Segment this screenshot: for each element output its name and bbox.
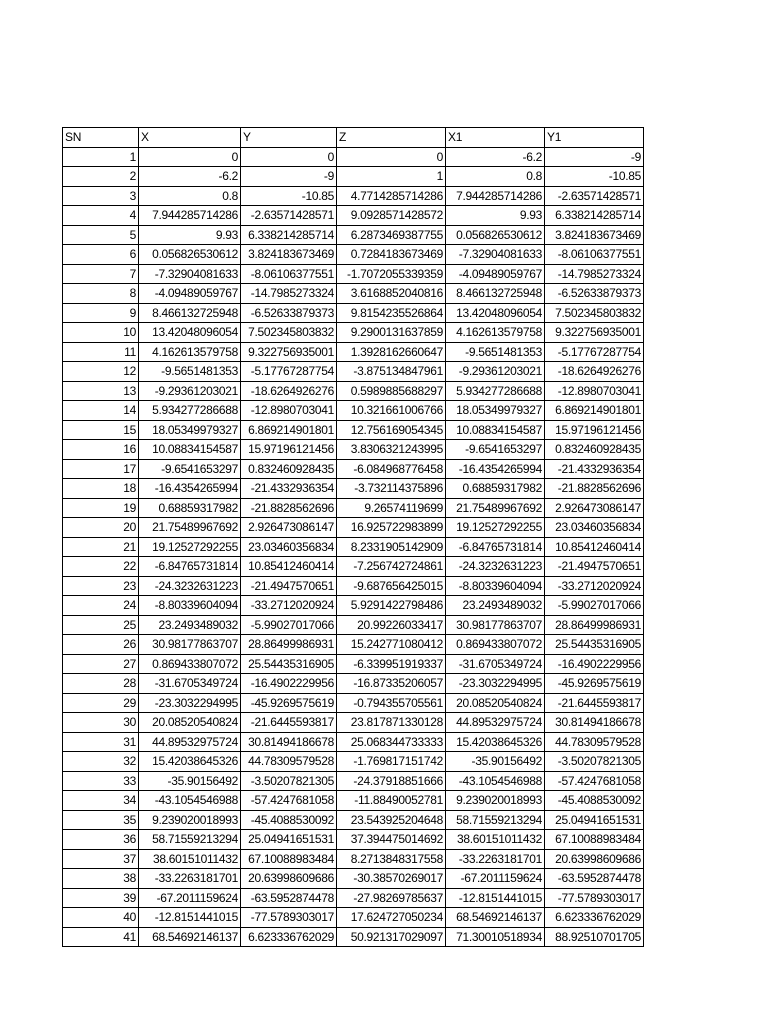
x-cell[interactable]: 58.71559213294 xyxy=(139,830,241,850)
x1-cell[interactable]: 23.2493489032 xyxy=(446,596,545,616)
y-cell[interactable]: -16.4902229956 xyxy=(241,674,337,694)
z-cell[interactable]: -1.7072055339359 xyxy=(337,264,446,284)
y-cell[interactable]: 0.832460928435 xyxy=(241,459,337,479)
y1-cell[interactable]: -5.99027017066 xyxy=(545,596,644,616)
data-table xyxy=(62,127,644,947)
sn-cell[interactable]: 2 xyxy=(63,167,139,187)
table-row xyxy=(63,284,644,304)
y-cell[interactable]: 23.03460356834 xyxy=(241,537,337,557)
table-row xyxy=(63,420,644,440)
sn-cell[interactable]: 35 xyxy=(63,810,139,830)
y-cell[interactable]: 9.322756935001 xyxy=(241,342,337,362)
table-row xyxy=(63,635,644,655)
y1-cell[interactable]: 67.10088983484 xyxy=(545,830,644,850)
table-row xyxy=(63,167,644,187)
x1-cell[interactable]: 38.60151011432 xyxy=(446,830,545,850)
x1-cell[interactable]: -35.90156492 xyxy=(446,752,545,772)
x-cell[interactable]: -8.80339604094 xyxy=(139,596,241,616)
z-cell[interactable]: -1.769817151742 xyxy=(337,752,446,772)
x-cell[interactable]: 44.89532975724 xyxy=(139,732,241,752)
y1-cell[interactable]: -8.06106377551 xyxy=(545,245,644,265)
x-cell[interactable]: 5.934277286688 xyxy=(139,401,241,421)
z-cell[interactable]: -24.37918851666 xyxy=(337,771,446,791)
x-cell[interactable]: 18.05349979327 xyxy=(139,420,241,440)
sn-cell[interactable]: 36 xyxy=(63,830,139,850)
y1-cell[interactable]: -21.4947570651 xyxy=(545,557,644,577)
z-cell[interactable]: 23.543925204648 xyxy=(337,810,446,830)
y-cell[interactable]: 44.78309579528 xyxy=(241,752,337,772)
x-cell[interactable]: -6.2 xyxy=(139,167,241,187)
x1-cell[interactable]: 68.54692146137 xyxy=(446,908,545,928)
x1-cell[interactable]: 10.08834154587 xyxy=(446,420,545,440)
sn-cell[interactable]: 11 xyxy=(63,342,139,362)
x-cell[interactable]: 9.239020018993 xyxy=(139,810,241,830)
x-cell[interactable]: 0.68859317982 xyxy=(139,498,241,518)
x-cell[interactable]: 30.98177863707 xyxy=(139,635,241,655)
y1-cell[interactable]: -3.50207821305 xyxy=(545,752,644,772)
sn-cell[interactable]: 38 xyxy=(63,869,139,889)
table-row xyxy=(63,791,644,811)
y-cell[interactable]: 0 xyxy=(241,147,337,167)
x-cell[interactable]: 0.869433807072 xyxy=(139,654,241,674)
x1-cell[interactable]: 18.05349979327 xyxy=(446,401,545,421)
y-cell[interactable]: -6.52633879373 xyxy=(241,303,337,323)
sn-cell[interactable]: 4 xyxy=(63,206,139,226)
header-row xyxy=(63,128,644,148)
y1-cell[interactable]: -21.8828562696 xyxy=(545,479,644,499)
y-cell[interactable]: -63.5952874478 xyxy=(241,888,337,908)
x1-cell[interactable]: -9.5651481353 xyxy=(446,342,545,362)
y1-cell[interactable]: -18.6264926276 xyxy=(545,362,644,382)
x1-cell[interactable]: 9.93 xyxy=(446,206,545,226)
header-z[interactable]: Z xyxy=(337,128,446,148)
table-row xyxy=(63,323,644,343)
x-cell[interactable]: -16.4354265994 xyxy=(139,479,241,499)
z-cell[interactable]: 37.394475014692 xyxy=(337,830,446,850)
y1-cell[interactable]: 9.322756935001 xyxy=(545,323,644,343)
x-cell[interactable]: -35.90156492 xyxy=(139,771,241,791)
x-cell[interactable]: -9.6541653297 xyxy=(139,459,241,479)
z-cell[interactable]: 50.921317029097 xyxy=(337,927,446,947)
table-row xyxy=(63,596,644,616)
sn-cell[interactable]: 21 xyxy=(63,537,139,557)
table-row xyxy=(63,615,644,635)
x-cell[interactable]: -43.1054546988 xyxy=(139,791,241,811)
y1-cell[interactable]: 44.78309579528 xyxy=(545,732,644,752)
x-cell[interactable]: 9.93 xyxy=(139,225,241,245)
y1-cell[interactable]: -77.5789303017 xyxy=(545,888,644,908)
x1-cell[interactable]: 0.056826530612 xyxy=(446,225,545,245)
x1-cell[interactable]: -9.29361203021 xyxy=(446,362,545,382)
x-cell[interactable]: 0.056826530612 xyxy=(139,245,241,265)
x1-cell[interactable]: 30.98177863707 xyxy=(446,615,545,635)
y-cell[interactable]: 3.824183673469 xyxy=(241,245,337,265)
table-row xyxy=(63,537,644,557)
table-row xyxy=(63,732,644,752)
y-cell[interactable]: 25.04941651531 xyxy=(241,830,337,850)
z-cell[interactable]: 0 xyxy=(337,147,446,167)
y1-cell[interactable]: -5.17767287754 xyxy=(545,342,644,362)
table-row xyxy=(63,440,644,460)
x1-cell[interactable]: -16.4354265994 xyxy=(446,459,545,479)
sn-cell[interactable]: 32 xyxy=(63,752,139,772)
x1-cell[interactable]: 7.944285714286 xyxy=(446,186,545,206)
x-cell[interactable]: -33.2263181701 xyxy=(139,869,241,889)
y-cell[interactable]: -5.17767287754 xyxy=(241,362,337,382)
sn-cell[interactable]: 41 xyxy=(63,927,139,947)
x1-cell[interactable]: -23.3032294995 xyxy=(446,674,545,694)
x-cell[interactable]: 15.42038645326 xyxy=(139,752,241,772)
x1-cell[interactable]: 20.08520540824 xyxy=(446,693,545,713)
y1-cell[interactable]: -10.85 xyxy=(545,167,644,187)
x1-cell[interactable]: -43.1054546988 xyxy=(446,771,545,791)
x-cell[interactable]: 7.944285714286 xyxy=(139,206,241,226)
table-row xyxy=(63,381,644,401)
x1-cell[interactable]: 0.8 xyxy=(446,167,545,187)
sn-cell[interactable]: 3 xyxy=(63,186,139,206)
table-row xyxy=(63,908,644,928)
y-cell[interactable]: 2.926473086147 xyxy=(241,518,337,538)
y1-cell[interactable]: 6.623336762029 xyxy=(545,908,644,928)
x1-cell[interactable]: -6.2 xyxy=(446,147,545,167)
x1-cell[interactable]: 44.89532975724 xyxy=(446,713,545,733)
z-cell[interactable]: 1.3928162660647 xyxy=(337,342,446,362)
x-cell[interactable]: 13.42048096054 xyxy=(139,323,241,343)
sn-cell[interactable]: 5 xyxy=(63,225,139,245)
y1-cell[interactable]: 3.824183673469 xyxy=(545,225,644,245)
y1-cell[interactable]: 25.54435316905 xyxy=(545,635,644,655)
table-row xyxy=(63,771,644,791)
z-cell[interactable]: -11.88490052781 xyxy=(337,791,446,811)
y-cell[interactable]: 30.81494186678 xyxy=(241,732,337,752)
y1-cell[interactable]: 23.03460356834 xyxy=(545,518,644,538)
y1-cell[interactable]: -63.5952874478 xyxy=(545,869,644,889)
x1-cell[interactable]: -24.3232631223 xyxy=(446,557,545,577)
y-cell[interactable]: -45.9269575619 xyxy=(241,693,337,713)
x-cell[interactable]: -7.32904081633 xyxy=(139,264,241,284)
x1-cell[interactable]: -8.80339604094 xyxy=(446,576,545,596)
z-cell[interactable]: -6.084968776458 xyxy=(337,459,446,479)
z-cell[interactable]: -0.794355705561 xyxy=(337,693,446,713)
y-cell[interactable]: -45.4088530092 xyxy=(241,810,337,830)
y1-cell[interactable]: -45.9269575619 xyxy=(545,674,644,694)
y1-cell[interactable]: 28.86499986931 xyxy=(545,615,644,635)
z-cell[interactable]: 16.925722983899 xyxy=(337,518,446,538)
sn-cell[interactable]: 28 xyxy=(63,674,139,694)
y-cell[interactable]: -21.4332936354 xyxy=(241,479,337,499)
z-cell[interactable]: 0.7284183673469 xyxy=(337,245,446,265)
x1-cell[interactable]: 15.42038645326 xyxy=(446,732,545,752)
sn-cell[interactable]: 10 xyxy=(63,323,139,343)
y-cell[interactable]: 6.869214901801 xyxy=(241,420,337,440)
x1-cell[interactable]: -6.84765731814 xyxy=(446,537,545,557)
x1-cell[interactable]: 0.869433807072 xyxy=(446,635,545,655)
z-cell[interactable]: 23.817871330128 xyxy=(337,713,446,733)
table-row xyxy=(63,264,644,284)
sn-cell[interactable]: 26 xyxy=(63,635,139,655)
table-row xyxy=(63,830,644,850)
sn-cell[interactable]: 24 xyxy=(63,596,139,616)
y1-cell[interactable]: -9 xyxy=(545,147,644,167)
z-cell[interactable]: 8.2713848317558 xyxy=(337,849,446,869)
header-y1[interactable]: Y1 xyxy=(545,128,644,148)
sn-cell[interactable]: 16 xyxy=(63,440,139,460)
x-cell[interactable]: -24.3232631223 xyxy=(139,576,241,596)
y-cell[interactable]: -21.6445593817 xyxy=(241,713,337,733)
y1-cell[interactable]: 30.81494186678 xyxy=(545,713,644,733)
y1-cell[interactable]: -21.4332936354 xyxy=(545,459,644,479)
x1-cell[interactable]: -7.32904081633 xyxy=(446,245,545,265)
sn-cell[interactable]: 22 xyxy=(63,557,139,577)
x-cell[interactable]: 38.60151011432 xyxy=(139,849,241,869)
y1-cell[interactable]: 2.926473086147 xyxy=(545,498,644,518)
y1-cell[interactable]: 6.338214285714 xyxy=(545,206,644,226)
x-cell[interactable]: -9.29361203021 xyxy=(139,381,241,401)
table-row xyxy=(63,401,644,421)
y1-cell[interactable]: -16.4902229956 xyxy=(545,654,644,674)
y1-cell[interactable]: 15.97196121456 xyxy=(545,420,644,440)
y-cell[interactable]: 15.97196121456 xyxy=(241,440,337,460)
y1-cell[interactable]: -33.2712020924 xyxy=(545,576,644,596)
table-row xyxy=(63,518,644,538)
header-sn[interactable]: SN xyxy=(63,128,139,148)
x1-cell[interactable]: 19.12527292255 xyxy=(446,518,545,538)
y-cell[interactable]: -3.50207821305 xyxy=(241,771,337,791)
table-row xyxy=(63,576,644,596)
z-cell[interactable]: 3.6168852040816 xyxy=(337,284,446,304)
table-row xyxy=(63,557,644,577)
z-cell[interactable]: 9.26574119699 xyxy=(337,498,446,518)
y1-cell[interactable]: -2.63571428571 xyxy=(545,186,644,206)
y-cell[interactable]: -21.8828562696 xyxy=(241,498,337,518)
y1-cell[interactable]: 10.85412460414 xyxy=(545,537,644,557)
sn-cell[interactable]: 19 xyxy=(63,498,139,518)
y-cell[interactable]: -9 xyxy=(241,167,337,187)
sn-cell[interactable]: 33 xyxy=(63,771,139,791)
y-cell[interactable]: 20.63998609686 xyxy=(241,869,337,889)
sn-cell[interactable]: 18 xyxy=(63,479,139,499)
sn-cell[interactable]: 9 xyxy=(63,303,139,323)
z-cell[interactable]: 1 xyxy=(337,167,446,187)
z-cell[interactable]: -9.687656425015 xyxy=(337,576,446,596)
y-cell[interactable]: -57.4247681058 xyxy=(241,791,337,811)
sn-cell[interactable]: 13 xyxy=(63,381,139,401)
table-row xyxy=(63,342,644,362)
y-cell[interactable]: 10.85412460414 xyxy=(241,557,337,577)
y-cell[interactable]: -2.63571428571 xyxy=(241,206,337,226)
x1-cell[interactable]: 4.162613579758 xyxy=(446,323,545,343)
z-cell[interactable]: 15.242771080412 xyxy=(337,635,446,655)
y1-cell[interactable]: 0.832460928435 xyxy=(545,440,644,460)
sn-cell[interactable]: 12 xyxy=(63,362,139,382)
y1-cell[interactable]: 6.869214901801 xyxy=(545,401,644,421)
table-row xyxy=(63,186,644,206)
y-cell[interactable]: 6.623336762029 xyxy=(241,927,337,947)
sn-cell[interactable]: 39 xyxy=(63,888,139,908)
y-cell[interactable]: 25.54435316905 xyxy=(241,654,337,674)
table-row xyxy=(63,245,644,265)
x-cell[interactable]: -67.2011159624 xyxy=(139,888,241,908)
sn-cell[interactable]: 34 xyxy=(63,791,139,811)
x1-cell[interactable]: 58.71559213294 xyxy=(446,810,545,830)
z-cell[interactable]: 12.756169054345 xyxy=(337,420,446,440)
sn-cell[interactable]: 31 xyxy=(63,732,139,752)
table-row xyxy=(63,752,644,772)
x-cell[interactable]: 19.12527292255 xyxy=(139,537,241,557)
header-y[interactable]: Y xyxy=(241,128,337,148)
table-row xyxy=(63,888,644,908)
y1-cell[interactable]: 25.04941651531 xyxy=(545,810,644,830)
table-row xyxy=(63,303,644,323)
z-cell[interactable]: -3.732114375896 xyxy=(337,479,446,499)
header-x1[interactable]: X1 xyxy=(446,128,545,148)
x1-cell[interactable]: 21.75489967692 xyxy=(446,498,545,518)
sn-cell[interactable]: 29 xyxy=(63,693,139,713)
x1-cell[interactable]: -31.6705349724 xyxy=(446,654,545,674)
y-cell[interactable]: 6.338214285714 xyxy=(241,225,337,245)
x-cell[interactable]: -6.84765731814 xyxy=(139,557,241,577)
y1-cell[interactable]: -14.7985273324 xyxy=(545,264,644,284)
x-cell[interactable]: -9.5651481353 xyxy=(139,362,241,382)
sn-cell[interactable]: 1 xyxy=(63,147,139,167)
table-row xyxy=(63,479,644,499)
y1-cell[interactable]: -45.4088530092 xyxy=(545,791,644,811)
sn-cell[interactable]: 7 xyxy=(63,264,139,284)
y-cell[interactable]: -77.5789303017 xyxy=(241,908,337,928)
x-cell[interactable]: -23.3032294995 xyxy=(139,693,241,713)
sn-cell[interactable]: 23 xyxy=(63,576,139,596)
x-cell[interactable]: 10.08834154587 xyxy=(139,440,241,460)
table-row xyxy=(63,849,644,869)
z-cell[interactable]: 17.624727050234 xyxy=(337,908,446,928)
z-cell[interactable]: 20.99226033417 xyxy=(337,615,446,635)
z-cell[interactable]: 9.0928571428572 xyxy=(337,206,446,226)
sn-cell[interactable]: 8 xyxy=(63,284,139,304)
x1-cell[interactable]: 71.30010518934 xyxy=(446,927,545,947)
y-cell[interactable]: -18.6264926276 xyxy=(241,381,337,401)
x-cell[interactable]: 0 xyxy=(139,147,241,167)
table-row xyxy=(63,459,644,479)
x-cell[interactable]: -12.8151441015 xyxy=(139,908,241,928)
x1-cell[interactable]: -12.8151441015 xyxy=(446,888,545,908)
sn-cell[interactable]: 40 xyxy=(63,908,139,928)
y-cell[interactable]: -14.7985273324 xyxy=(241,284,337,304)
sn-cell[interactable]: 30 xyxy=(63,713,139,733)
z-cell[interactable]: 9.8154235526864 xyxy=(337,303,446,323)
z-cell[interactable]: -30.38570269017 xyxy=(337,869,446,889)
z-cell[interactable]: 3.8306321243995 xyxy=(337,440,446,460)
x-cell[interactable]: 21.75489967692 xyxy=(139,518,241,538)
table-row xyxy=(63,810,644,830)
table-row xyxy=(63,869,644,889)
x-cell[interactable]: -4.09489059767 xyxy=(139,284,241,304)
y-cell[interactable]: 67.10088983484 xyxy=(241,849,337,869)
table-row xyxy=(63,147,644,167)
y-cell[interactable]: -12.8980703041 xyxy=(241,401,337,421)
y1-cell[interactable]: -6.52633879373 xyxy=(545,284,644,304)
z-cell[interactable]: -3.875134847961 xyxy=(337,362,446,382)
x-cell[interactable]: 0.8 xyxy=(139,186,241,206)
table-row xyxy=(63,693,644,713)
z-cell[interactable]: -16.87335206057 xyxy=(337,674,446,694)
table-row xyxy=(63,674,644,694)
table-row xyxy=(63,713,644,733)
table-row xyxy=(63,654,644,674)
y1-cell[interactable]: -12.8980703041 xyxy=(545,381,644,401)
y-cell[interactable]: -8.06106377551 xyxy=(241,264,337,284)
z-cell[interactable]: 9.2900131637859 xyxy=(337,323,446,343)
x1-cell[interactable]: 8.466132725948 xyxy=(446,284,545,304)
z-cell[interactable]: 0.5989885688297 xyxy=(337,381,446,401)
sn-cell[interactable]: 20 xyxy=(63,518,139,538)
x1-cell[interactable]: 5.934277286688 xyxy=(446,381,545,401)
y-cell[interactable]: 7.502345803832 xyxy=(241,323,337,343)
sn-cell[interactable]: 17 xyxy=(63,459,139,479)
sn-cell[interactable]: 6 xyxy=(63,245,139,265)
y-cell[interactable]: -33.2712020924 xyxy=(241,596,337,616)
y-cell[interactable]: -5.99027017066 xyxy=(241,615,337,635)
x1-cell[interactable]: 0.68859317982 xyxy=(446,479,545,499)
x1-cell[interactable]: -9.6541653297 xyxy=(446,440,545,460)
y-cell[interactable]: -21.4947570651 xyxy=(241,576,337,596)
x-cell[interactable]: 68.54692146137 xyxy=(139,927,241,947)
sn-cell[interactable]: 27 xyxy=(63,654,139,674)
sn-cell[interactable]: 25 xyxy=(63,615,139,635)
x-cell[interactable]: 4.162613579758 xyxy=(139,342,241,362)
z-cell[interactable]: 5.9291422798486 xyxy=(337,596,446,616)
y-cell[interactable]: 28.86499986931 xyxy=(241,635,337,655)
y1-cell[interactable]: -21.6445593817 xyxy=(545,693,644,713)
sn-cell[interactable]: 37 xyxy=(63,849,139,869)
z-cell[interactable]: -6.339951919337 xyxy=(337,654,446,674)
z-cell[interactable]: 6.2873469387755 xyxy=(337,225,446,245)
x-cell[interactable]: 23.2493489032 xyxy=(139,615,241,635)
x1-cell[interactable]: 13.42048096054 xyxy=(446,303,545,323)
y-cell[interactable]: -10.85 xyxy=(241,186,337,206)
z-cell[interactable]: 4.7714285714286 xyxy=(337,186,446,206)
x1-cell[interactable]: -4.09489059767 xyxy=(446,264,545,284)
z-cell[interactable]: 10.321661006766 xyxy=(337,401,446,421)
header-x[interactable]: X xyxy=(139,128,241,148)
table-row xyxy=(63,498,644,518)
y1-cell[interactable]: 20.63998609686 xyxy=(545,849,644,869)
sn-cell[interactable]: 15 xyxy=(63,420,139,440)
z-cell[interactable]: 8.2331905142909 xyxy=(337,537,446,557)
table-row xyxy=(63,927,644,947)
x-cell[interactable]: 20.08520540824 xyxy=(139,713,241,733)
table-row xyxy=(63,225,644,245)
y1-cell[interactable]: -57.4247681058 xyxy=(545,771,644,791)
y1-cell[interactable]: 88.92510701705 xyxy=(545,927,644,947)
x-cell[interactable]: 8.466132725948 xyxy=(139,303,241,323)
y1-cell[interactable]: 7.502345803832 xyxy=(545,303,644,323)
x1-cell[interactable]: -33.2263181701 xyxy=(446,849,545,869)
z-cell[interactable]: -7.256742724861 xyxy=(337,557,446,577)
x-cell[interactable]: -31.6705349724 xyxy=(139,674,241,694)
table-row xyxy=(63,362,644,382)
x1-cell[interactable]: -67.2011159624 xyxy=(446,869,545,889)
z-cell[interactable]: 25.068344733333 xyxy=(337,732,446,752)
sn-cell[interactable]: 14 xyxy=(63,401,139,421)
table-row xyxy=(63,206,644,226)
x1-cell[interactable]: 9.239020018993 xyxy=(446,791,545,811)
table-body xyxy=(63,128,644,947)
z-cell[interactable]: -27.98269785637 xyxy=(337,888,446,908)
